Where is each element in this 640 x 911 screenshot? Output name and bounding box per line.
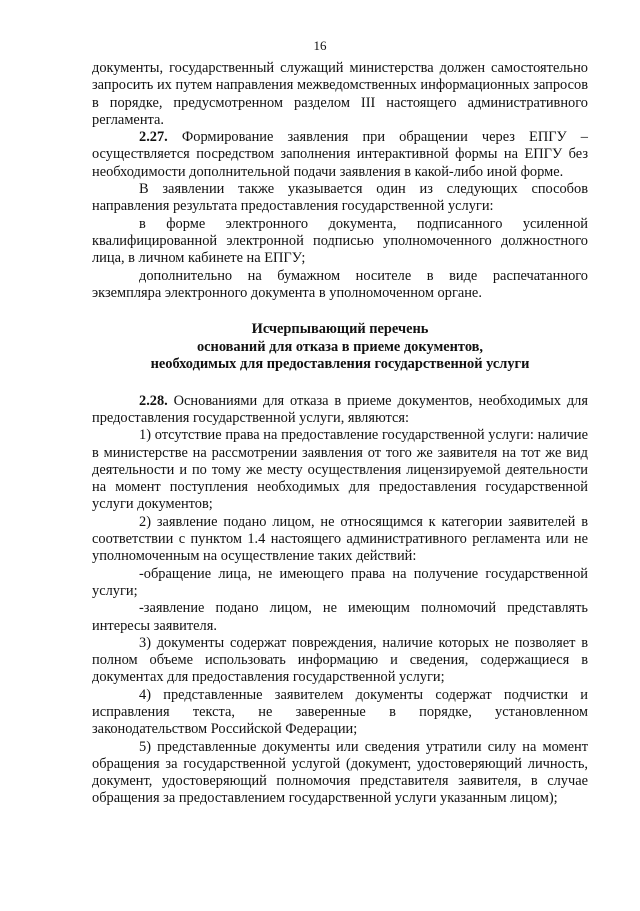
heading-line-1: Исчерпывающий перечень: [251, 321, 429, 338]
document-body: [92, 60, 588, 808]
paragraph-2-28: [92, 393, 588, 428]
clause-number-2-28: 2.28.: [139, 392, 168, 409]
paragraph-2-27: [92, 129, 588, 181]
list-subitem-no-authority: -заявление подано лицом, не имеющим полномочий представлять интересы заявителя.: [92, 600, 588, 634]
paragraph-delivery-methods: В заявлении также указывается один из следующих способов направления результата предоставления государственной услуги:: [92, 181, 588, 215]
list-item-4: 4) представленные заявителем документы содержат подчистки и исправления текста, не заверенные в порядке, установленном законодательством Российской Федерации;: [92, 686, 588, 738]
clause-text-2-27: Формирование заявления при обращении через ЕПГУ – осуществляется посредством заполнения интерактивной формы на ЕПГУ без необходимости дополнительной подачи заявления в какой-либо иной форме.: [92, 129, 588, 180]
list-item-5: 5) представленные документы или сведения утратили силу на момент обращения за государственной услугой (документ, удостоверяющий личность, документ, удостоверяющий полномочия представителя заявителя, в случае обращения за предоставлением государственной услуги указанным лицом);: [92, 738, 588, 807]
paragraph-electronic-form: в форме электронного документа, подписанного усиленной квалифицированной электронной подписью уполномоченного должностного лица, в личном кабинете на ЕПГУ;: [92, 215, 588, 267]
list-subitem-no-right: -обращение лица, не имеющего права на получение государственной услуги;: [92, 565, 588, 599]
paragraph-continuation: документы, государственный служащий министерства должен самостоятельно запросить их путем направления межведомственных информационных запросов в порядке, предусмотренном разделом III настоящего административного регламента.: [92, 60, 588, 128]
heading-line-2: оснований для отказа в приеме документов,: [196, 338, 484, 355]
list-item-2: 2) заявление подано лицом, не относящимся к категории заявителей в соответствии с пунктом 1.4 настоящего административного регламента или не уполномоченным на осуществление таких действий:: [92, 513, 588, 565]
page-number: 16: [313, 38, 327, 53]
clause-text-2-28: Основаниями для отказа в приеме документов, необходимых для предоставления государственной услуги, являются:: [92, 392, 588, 426]
list-item-1: 1) отсутствие права на предоставление государственной услуги: наличие в министерстве на рассмотрении заявления от того же заявителя на тот же вид деятельности и по тому же месту осуществления лицензируемой деятельности на момент поступления необходимых для предоставления государственной услуги документов;: [92, 427, 588, 513]
paragraph-paper-copy: дополнительно на бумажном носителе в виде распечатанного экземпляра электронного документа в уполномоченном органе.: [92, 267, 588, 301]
clause-number-2-27: 2.27.: [139, 129, 168, 146]
section-heading: [92, 321, 588, 374]
list-item-3: 3) документы содержат повреждения, наличие которых не позволяет в полном объеме использовать информацию и сведения, содержащиеся в документах для предоставления государственной услуги;: [92, 634, 588, 686]
heading-line-3: необходимых для предоставления государственной услуги: [150, 356, 530, 373]
